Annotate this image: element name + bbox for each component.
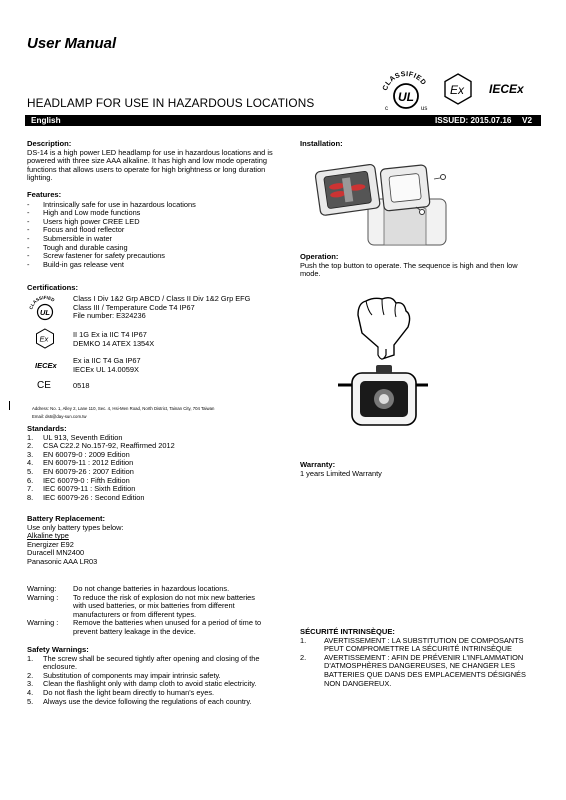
list-item: 5. Always use the device following the regulations of each country. bbox=[27, 696, 252, 706]
list-item: - Build-in gas release vent bbox=[27, 261, 289, 270]
svg-text:Ex: Ex bbox=[39, 334, 49, 344]
iecex-icon-text: IECEx bbox=[35, 361, 57, 370]
french-list bbox=[300, 637, 532, 689]
svg-text:us: us bbox=[421, 106, 428, 112]
cert-iecex-line: IECEx UL 14.0059X bbox=[73, 364, 139, 374]
ul-classified-icon bbox=[27, 294, 63, 322]
list-item: 4. EN 60079-11 : 2012 Edition bbox=[27, 458, 134, 468]
standards-list bbox=[27, 434, 289, 503]
battery-heading: Battery Replacement: bbox=[27, 514, 106, 523]
operation-text: Push the top button to operate. The sequence is high and then low mode. bbox=[300, 260, 518, 279]
list-item: 2. AVERTISSEMENT : AFIN DE PRÉVENIR L'INFLAMMATION D'ATMOSPHÈRES DANGEREUSES, NE CHANGER LES BATTERIES QUE DANS DES EMPLACEMENTS DÉSIGNÉS NON DANGEREUX. bbox=[300, 652, 526, 688]
description-heading: Description: bbox=[27, 139, 72, 148]
manual-title: User Manual bbox=[27, 35, 117, 52]
list-item: 4. Do not flash the light beam directly to human's eyes. bbox=[27, 687, 215, 697]
features-section bbox=[27, 191, 289, 269]
ex-hexagon-icon bbox=[35, 328, 55, 349]
cert-iecex-row bbox=[27, 356, 287, 374]
operation-illustration bbox=[338, 293, 428, 431]
cert-atex-line: DEMKO 14 ATEX 1354X bbox=[73, 338, 155, 348]
safety-heading: Safety Warnings: bbox=[27, 645, 89, 654]
list-item: - Users high power CREE LED bbox=[27, 218, 289, 227]
certifications-heading: Certifications: bbox=[27, 283, 79, 292]
address-block bbox=[32, 405, 292, 421]
list-item: - Focus and flood reflector bbox=[27, 226, 289, 235]
french-heading: SÉCURITÉ INTRINSÈQUE: bbox=[300, 627, 395, 636]
warning-row: Warning : To reduce the risk of explosion do not mix new batteries with used batteries, or mix batteries from different manufacturers or from different types. bbox=[27, 592, 255, 619]
ce-mark-icon: CE bbox=[37, 380, 51, 391]
features-list bbox=[27, 201, 289, 270]
warranty-heading: Warranty: bbox=[300, 460, 336, 469]
header-bar bbox=[25, 115, 541, 126]
email-text: Email: ds6@day-sun.com.tw bbox=[32, 414, 87, 419]
cert-atex-row bbox=[27, 328, 287, 350]
svg-text:CLASSIFIED: CLASSIFIED bbox=[381, 70, 428, 92]
list-item: 3. EN 60079-0 : 2009 Edition bbox=[27, 449, 130, 459]
list-item: - Submersible in water bbox=[27, 235, 289, 244]
battery-type: Energizer E92 bbox=[27, 539, 74, 549]
list-item: - Tough and durable casing bbox=[27, 244, 289, 253]
warning-row: Warning: Do not change batteries in hazardous locations. bbox=[27, 584, 230, 593]
svg-text:UL: UL bbox=[40, 308, 50, 317]
cert-ul-line: Class I Div 1&2 Grp ABCD / Class II Div 1&2 Grp EFG bbox=[73, 294, 251, 303]
cert-ul-line: Class III / Temperature Code T4 IP67 bbox=[73, 302, 195, 312]
svg-text:UL: UL bbox=[398, 90, 414, 104]
ul-classified-logo bbox=[378, 66, 434, 114]
list-item: 1. AVERTISSEMENT : LA SUBSTITUTION DE COMPOSANTS PEUT COMPROMETTRE LA SÉCURITÉ INTRINSÈQUE bbox=[300, 635, 524, 654]
list-item: 2. Substitution of components may impair intrinsic safety. bbox=[27, 670, 221, 680]
warnings-section bbox=[27, 585, 267, 637]
battery-intro: Use only battery types below: bbox=[27, 522, 124, 532]
list-item: 8. IEC 60079-26 : Second Edition bbox=[27, 492, 145, 502]
svg-text:CLASSIFIED: CLASSIFIED bbox=[28, 294, 56, 310]
cert-ce-row bbox=[27, 380, 287, 392]
margin-mark bbox=[9, 401, 10, 410]
list-item: 1. The screw shall be secured tightly after opening and closing of the enclosure. bbox=[27, 653, 260, 672]
safety-section bbox=[27, 646, 265, 706]
warning-row: Warning : Remove the batteries when unused for a period of time to prevent battery leakage in the device. bbox=[27, 618, 262, 636]
operation-section bbox=[300, 253, 540, 279]
battery-section bbox=[27, 515, 289, 567]
battery-type-label: Alkaline type bbox=[27, 531, 69, 541]
list-item: 1. UL 913, Seventh Edition bbox=[27, 432, 123, 442]
list-item: 7. IEC 60079-11 : Sixth Edition bbox=[27, 484, 136, 494]
operation-heading: Operation: bbox=[300, 252, 339, 261]
ex-hexagon-logo bbox=[443, 73, 473, 105]
french-section bbox=[300, 628, 532, 688]
list-item: - High and Low mode functions bbox=[27, 209, 289, 218]
features-heading: Features: bbox=[27, 190, 62, 199]
standards-section bbox=[27, 425, 289, 502]
list-item: 6. IEC 60079-0 : Fifth Edition bbox=[27, 475, 130, 485]
battery-type: Panasonic AAA LR03 bbox=[27, 556, 98, 566]
installation-heading: Installation: bbox=[300, 139, 343, 148]
list-item: 5. EN 60079-26 : 2007 Edition bbox=[27, 466, 134, 476]
warranty-text: 1 years Limited Warranty bbox=[300, 468, 382, 478]
ce-number: 0518 bbox=[73, 381, 90, 390]
cert-atex-line: II 1G Ex ia IIC T4 IP67 bbox=[73, 330, 147, 339]
document-title: HEADLAMP FOR USE IN HAZARDOUS LOCATIONS bbox=[27, 96, 315, 110]
cert-iecex-line: Ex ia IIC T4 Ga IP67 bbox=[73, 356, 141, 365]
battery-type: Duracell MN2400 bbox=[27, 548, 85, 558]
standards-heading: Standards: bbox=[27, 424, 67, 433]
warranty-section bbox=[300, 461, 540, 478]
svg-text:c: c bbox=[385, 106, 388, 112]
address-text: Address: No. 1, Alley 2, Lane 110, Sec. 4, Hsi-Men Road, North District, Tainan City, 704 Taiwan bbox=[32, 406, 215, 411]
installation-illustration bbox=[314, 157, 456, 249]
language-label: English bbox=[31, 116, 61, 125]
safety-list bbox=[27, 655, 265, 707]
description-section bbox=[27, 140, 289, 183]
description-text: DS-14 is a high power LED headlamp for use in hazardous locations and is powered with three size AAA alkaline. It has high and low mode operating functions that allows users to operate for high brightness or long duration lighting. bbox=[27, 147, 273, 183]
list-item: - Screw fastener for safety precautions bbox=[27, 252, 289, 261]
cert-ul-row bbox=[27, 294, 287, 322]
version-label: V2 bbox=[522, 116, 533, 125]
issued-date: ISSUED: 2015.07.16 bbox=[435, 116, 512, 125]
list-item: 3. Clean the flashlight only with damp cloth to avoid static electricity. bbox=[27, 679, 257, 689]
cert-ul-line: File number: E324236 bbox=[73, 311, 146, 321]
svg-text:Ex: Ex bbox=[450, 83, 465, 97]
iecex-logo-text: IECEx bbox=[489, 82, 524, 96]
list-item: - Intrinsically safe for use in hazardous locations bbox=[27, 201, 289, 210]
list-item: 2. CSA C22.2 No.157-92, Reaffirmed 2012 bbox=[27, 441, 175, 451]
